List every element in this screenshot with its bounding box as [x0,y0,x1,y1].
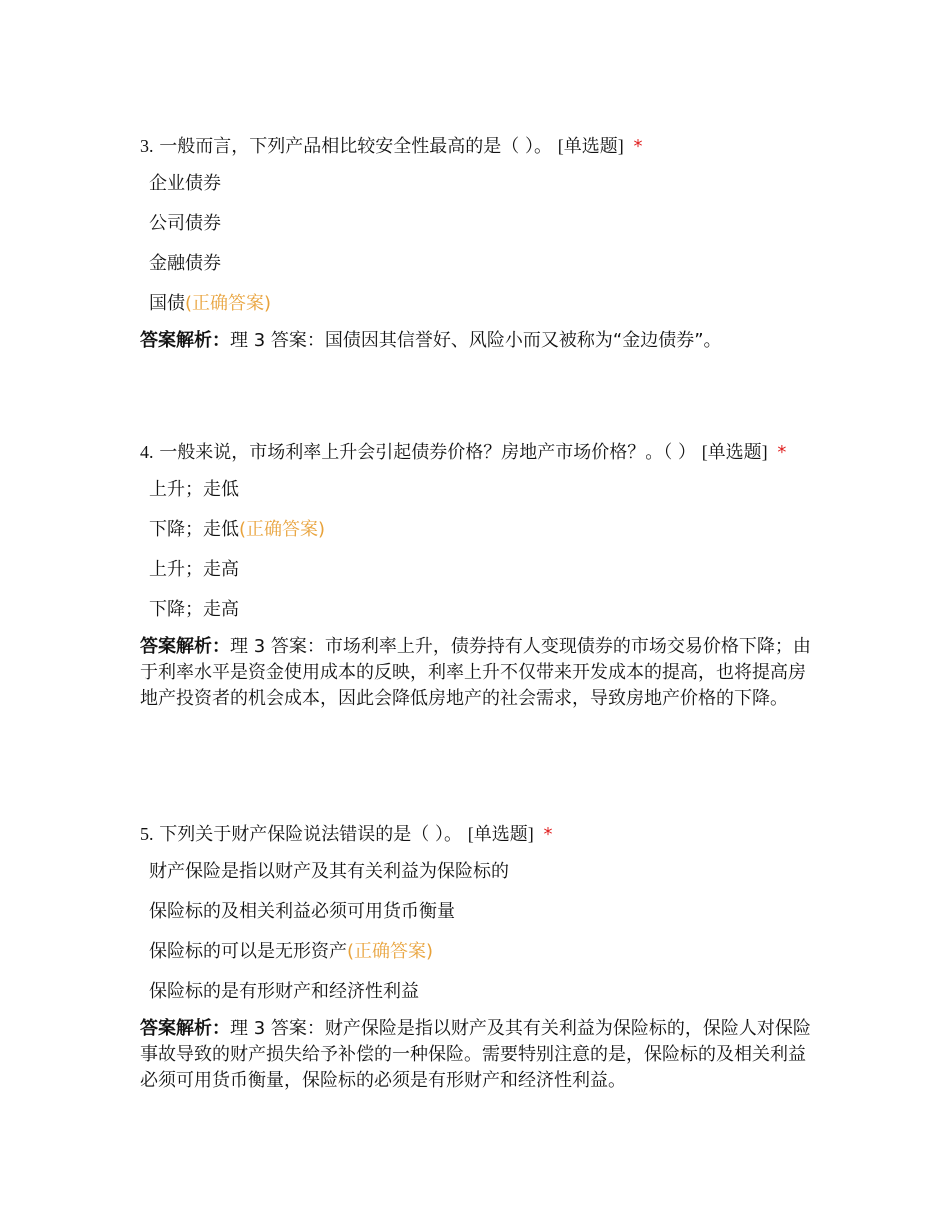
question-type-tag: [单选题] [557,136,624,156]
option-text: 保险标的是有形财产和经济性利益 [149,981,419,1002]
option-item [140,212,820,252]
option-text: 保险标的及相关利益必须可用货币衡量 [149,901,455,922]
question-title [140,822,820,847]
analysis-text: 国债因其信誉好、风险小而又被称为“金边债券”。 [324,330,722,351]
option-item [140,478,820,518]
option-item-correct [140,518,820,558]
option-item [140,598,820,638]
analysis-text: 财产保险是指以财产及其有关利益为保险标的，保险人对保险事故导致的财产损失给予补偿的一种保险。需要特别注意的是，保险标的及相关利益必须可用货币衡量，保险标的必须是有形财产和经济性利益。 [140,1018,811,1091]
analysis-text: 市场利率上升，债券持有人变现债券的市场交易价格下降；由于利率水平是资金使用成本的反映，利率上升不仅带来开发成本的提高，也将提高房地产投资者的机会成本，因此会降低房地产的社会需求，导致房地产价格的下降。 [140,636,811,709]
answer-analysis [140,328,820,354]
option-item [140,860,820,900]
option-text: 上升；走高 [149,559,239,580]
question-5 [140,822,820,1094]
question-3 [140,134,820,354]
option-text: 企业债券 [149,173,221,194]
question-number: 4. [140,442,154,462]
required-mark: * [543,824,553,845]
question-type-tag: [单选题] [701,442,768,462]
question-stem: 一般来说，市场利率上升会引起债券价格？房地产市场价格？。（ ） [159,442,696,463]
option-item-correct [140,292,820,332]
option-text: 保险标的可以是无形资产 [149,941,347,962]
option-list [140,478,820,638]
option-item [140,980,820,1020]
answer-analysis [140,1016,820,1094]
option-text: 上升；走低 [149,479,239,500]
required-mark: * [777,442,787,463]
answer-analysis [140,634,820,712]
question-number: 3. [140,136,154,156]
option-text: 金融债券 [149,253,221,274]
analysis-prefix: 理 3 答案： [230,330,325,351]
correct-answer-tag: (正确答案) [185,293,272,314]
option-item-correct [140,940,820,980]
option-item [140,558,820,598]
option-text: 下降；走高 [149,599,239,620]
option-text: 财产保险是指以财产及其有关利益为保险标的 [149,861,509,882]
correct-answer-tag: (正确答案) [347,941,434,962]
question-type-tag: [单选题] [467,824,534,844]
option-text: 下降；走低 [149,519,239,540]
required-mark: * [633,136,643,157]
option-text: 国债 [149,293,185,314]
analysis-prefix: 理 3 答案： [230,636,325,657]
analysis-prefix: 理 3 答案： [230,1018,325,1039]
question-4 [140,440,820,712]
option-item [140,172,820,212]
question-title [140,134,820,159]
analysis-label: 答案解析： [140,330,230,351]
option-item [140,252,820,292]
option-list [140,172,820,332]
analysis-label: 答案解析： [140,636,230,657]
analysis-label: 答案解析： [140,1018,230,1039]
correct-answer-tag: (正确答案) [239,519,326,540]
option-item [140,900,820,940]
option-text: 公司债券 [149,213,221,234]
question-stem: 下列关于财产保险说法错误的是（ ）。 [159,824,462,845]
question-stem: 一般而言，下列产品相比较安全性最高的是（ ）。 [159,136,552,157]
question-title [140,440,820,465]
question-number: 5. [140,824,154,844]
option-list [140,860,820,1020]
